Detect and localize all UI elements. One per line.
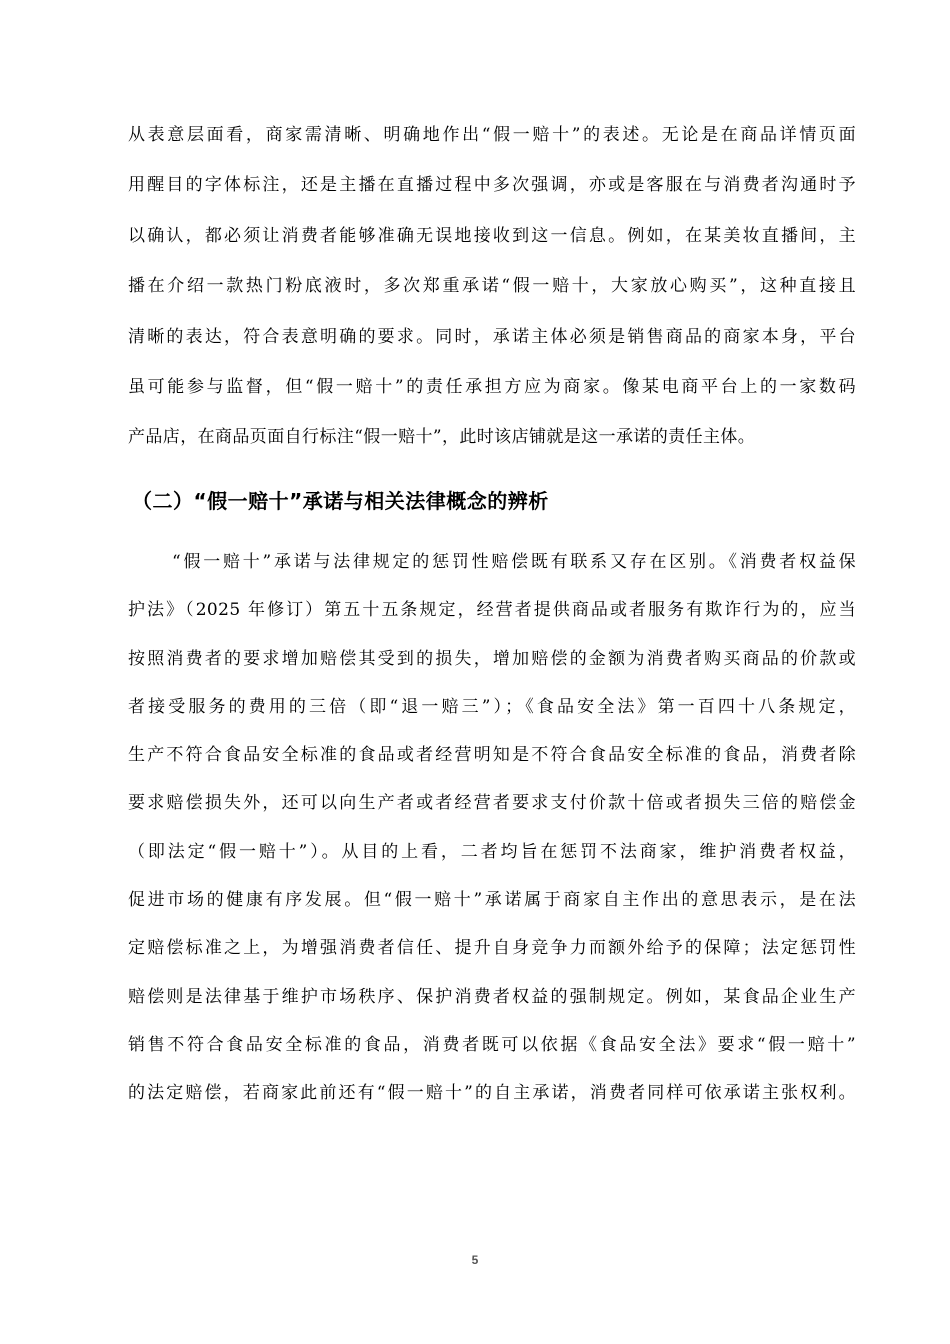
paragraph-line: （即法定“假一赔十”）。从目的上看，二者均旨在惩罚不法商家，维护消费者权益， — [128, 841, 856, 862]
paragraph-line: 要求赔偿损失外，还可以向生产者或者经营者要求支付价款十倍或者损失三倍的赔偿金 — [128, 793, 856, 814]
paragraph-line: 生产不符合食品安全标准的食品或者经营明知是不符合食品安全标准的食品，消费者除 — [128, 745, 856, 766]
paragraph-line: 定赔偿标准之上，为增强消费者信任、提升自身竞争力而额外给予的保障；法定惩罚性 — [128, 938, 856, 959]
paragraph-line: 虽可能参与监督，但“假一赔十”的责任承担方应为商家。像某电商平台上的一家数码 — [128, 376, 856, 397]
page-number: 5 — [471, 1253, 479, 1267]
paragraph-line: 赔偿则是法律基于维护市场秩序、保护消费者权益的强制规定。例如，某食品企业生产 — [128, 986, 856, 1007]
paragraph-line: 播在介绍一款热门粉底液时，多次郑重承诺“假一赔十，大家放心购买”，这种直接且 — [128, 276, 856, 297]
paragraph-line: 促进市场的健康有序发展。但“假一赔十”承诺属于商家自主作出的意思表示，是在法 — [128, 890, 856, 911]
paragraph-line: 按照消费者的要求增加赔偿其受到的损失，增加赔偿的金额为消费者购买商品的价款或 — [128, 648, 856, 669]
paragraph-line: 以确认，都必须让消费者能够准确无误地接收到这一信息。例如，在某美妆直播间，主 — [128, 225, 856, 246]
paragraph-line: 护法》（2025 年修订）第五十五条规定，经营者提供商品或者服务有欺诈行为的，应当 — [128, 600, 856, 621]
paragraph-line: 的法定赔偿，若商家此前还有“假一赔十”的自主承诺，消费者同样可依承诺主张权利。 — [128, 1083, 856, 1104]
paragraph-line: 用醒目的字体标注，还是主播在直播过程中多次强调，亦或是客服在与消费者沟通时予 — [128, 175, 856, 196]
paragraph-line: 者接受服务的费用的三倍（即“退一赔三”）；《食品安全法》第一百四十八条规定， — [128, 696, 856, 717]
section-heading: （二）“假一赔十”承诺与相关法律概念的辨析 — [132, 489, 549, 513]
paragraph-1 — [128, 122, 856, 475]
paragraph-line: “假一赔十”承诺与法律规定的惩罚性赔偿既有联系又存在区别。《消费者权益保 — [172, 552, 856, 572]
paragraph-line: 产品店，在商品页面自行标注“假一赔十”，此时该店铺就是这一承诺的责任主体。 — [128, 427, 756, 448]
paragraph-line: 从表意层面看，商家需清晰、明确地作出“假一赔十”的表述。无论是在商品详情页面 — [128, 125, 856, 145]
paragraph-line: 销售不符合食品安全标准的食品，消费者既可以依据《食品安全法》要求“假一赔十” — [128, 1034, 856, 1055]
paragraph-line: 清晰的表达，符合表意明确的要求。同时，承诺主体必须是销售商品的商家本身，平台 — [128, 326, 856, 347]
paragraph-2 — [128, 547, 856, 1127]
